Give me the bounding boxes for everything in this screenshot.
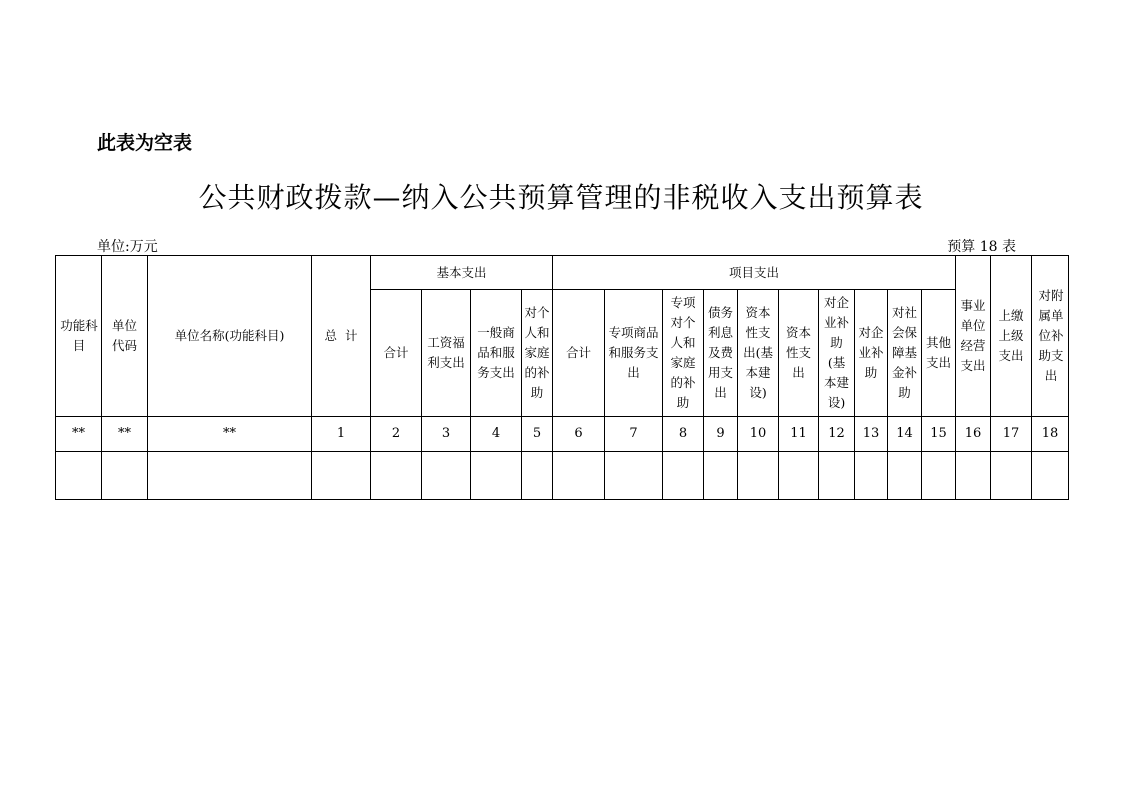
header-unit-name: 单位名称(功能科目) xyxy=(148,256,312,417)
header-business-expenditure: 事业单位经营支出 xyxy=(956,256,991,417)
unit-label: 单位:万元 xyxy=(97,239,158,255)
column-number-row xyxy=(56,417,1069,452)
col-num: 8 xyxy=(663,417,704,452)
empty-cell xyxy=(779,452,819,500)
header-basic-expenditure: 基本支出 xyxy=(371,256,553,290)
budget-table xyxy=(55,255,1069,500)
col-num: ** xyxy=(148,417,312,452)
col-num: 12 xyxy=(819,417,855,452)
empty-cell xyxy=(1032,452,1069,500)
header-enterprise-basic: 对企业补助(基本建设) xyxy=(819,290,855,417)
col-num: 7 xyxy=(605,417,663,452)
empty-cell xyxy=(956,452,991,500)
header-project-total: 合计 xyxy=(553,290,605,417)
empty-cell xyxy=(422,452,471,500)
empty-table-note: 此表为空表 xyxy=(97,132,193,154)
empty-cell xyxy=(56,452,102,500)
empty-cell xyxy=(312,452,371,500)
table-number: 预算 18 表 xyxy=(947,239,1016,255)
col-num: 15 xyxy=(922,417,956,452)
header-project-expenditure: 项目支出 xyxy=(553,256,956,290)
header-upper-expenditure: 上缴上级支出 xyxy=(991,256,1032,417)
col-num: 18 xyxy=(1032,417,1069,452)
empty-cell xyxy=(991,452,1032,500)
empty-cell xyxy=(102,452,148,500)
empty-cell xyxy=(553,452,605,500)
empty-cell xyxy=(605,452,663,500)
col-num: 5 xyxy=(522,417,553,452)
header-social: 对社会保障基金补助 xyxy=(888,290,922,417)
empty-cell xyxy=(148,452,312,500)
empty-cell xyxy=(704,452,738,500)
header-capital: 资本性支出 xyxy=(779,290,819,417)
page-title: 公共财政拨款—纳入公共预算管理的非税收入支出预算表 xyxy=(198,181,924,214)
empty-cell xyxy=(471,452,522,500)
col-num: 16 xyxy=(956,417,991,452)
col-num: 3 xyxy=(422,417,471,452)
col-num: 6 xyxy=(553,417,605,452)
empty-cell xyxy=(663,452,704,500)
col-num: 2 xyxy=(371,417,422,452)
col-num: 9 xyxy=(704,417,738,452)
empty-cell xyxy=(522,452,553,500)
col-num: 13 xyxy=(855,417,888,452)
header-capital-basic: 资本性支出(基本建设) xyxy=(738,290,779,417)
empty-cell xyxy=(855,452,888,500)
col-num: 11 xyxy=(779,417,819,452)
col-num: ** xyxy=(102,417,148,452)
header-debt: 债务利息及费用支出 xyxy=(704,290,738,417)
header-basic-total: 合计 xyxy=(371,290,422,417)
empty-cell xyxy=(922,452,956,500)
col-num: ** xyxy=(56,417,102,452)
header-unit-code: 单位代码 xyxy=(102,256,148,417)
empty-cell xyxy=(738,452,779,500)
header-subsidiary-expenditure: 对附属单位补助支出 xyxy=(1032,256,1069,417)
header-wages: 工资福利支出 xyxy=(422,290,471,417)
header-special-goods: 专项商品和服务支出 xyxy=(605,290,663,417)
col-num: 14 xyxy=(888,417,922,452)
header-func-code: 功能科目 xyxy=(56,256,102,417)
header-personal: 对个人和家庭的补助 xyxy=(522,290,553,417)
header-special-personal: 专项对个人和家庭的补助 xyxy=(663,290,704,417)
header-goods: 一般商品和服务支出 xyxy=(471,290,522,417)
header-enterprise: 对企业补助 xyxy=(855,290,888,417)
empty-cell xyxy=(819,452,855,500)
header-other: 其他支出 xyxy=(922,290,956,417)
header-row-top xyxy=(56,256,1069,290)
col-num: 4 xyxy=(471,417,522,452)
empty-data-row xyxy=(56,452,1069,500)
empty-cell xyxy=(888,452,922,500)
empty-cell xyxy=(371,452,422,500)
col-num: 1 xyxy=(312,417,371,452)
col-num: 10 xyxy=(738,417,779,452)
col-num: 17 xyxy=(991,417,1032,452)
header-total: 总 计 xyxy=(312,256,371,417)
